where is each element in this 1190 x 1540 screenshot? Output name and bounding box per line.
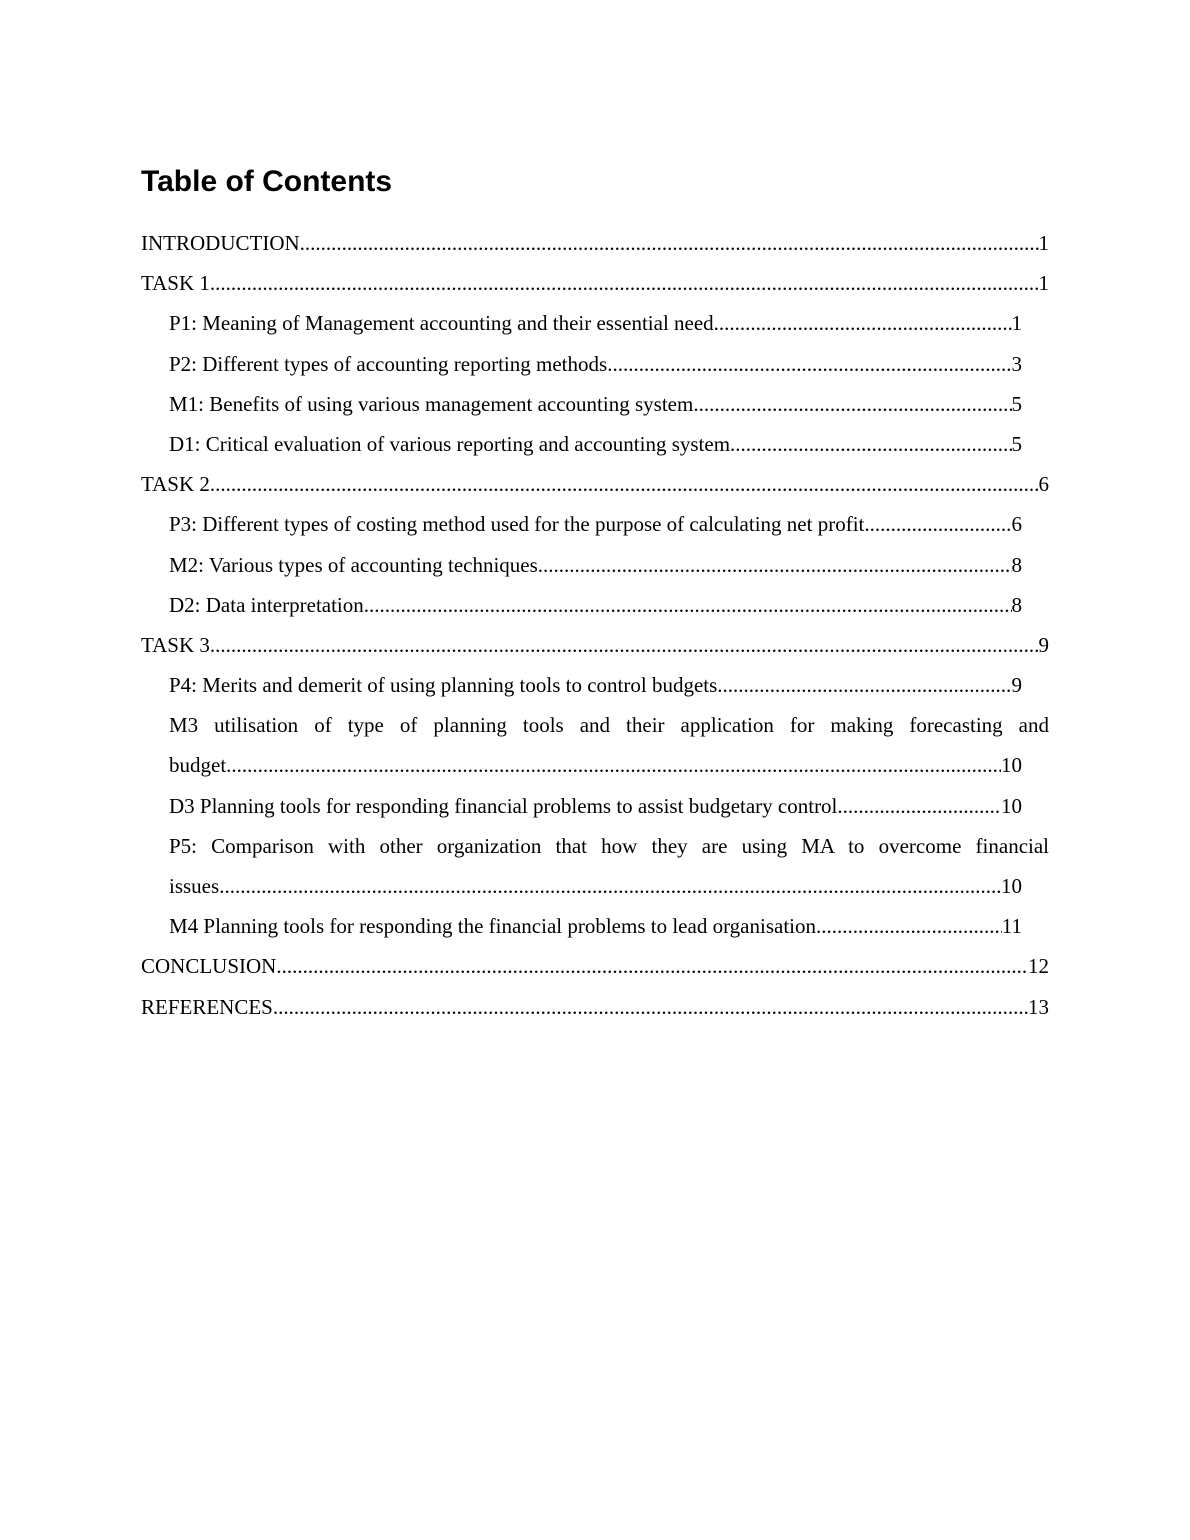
toc-entry-label: P4: Merits and demerit of using planning tools to control budgets <box>169 673 718 698</box>
toc-entry-label: P3: Different types of costing method used for the purpose of calculating net profit <box>169 512 865 537</box>
toc-entry-p1[interactable] <box>141 303 1049 343</box>
toc-entry-label: REFERENCES <box>141 994 273 1019</box>
dot-leader <box>730 424 1011 464</box>
dot-leader <box>210 464 1039 504</box>
dot-leader <box>607 344 1011 384</box>
toc-entry-d1[interactable] <box>141 424 1049 464</box>
toc-page-number: 11 <box>1001 914 1022 939</box>
toc-entry-label: TASK 3 <box>141 632 210 657</box>
toc-entry-d2[interactable] <box>141 585 1049 625</box>
toc-entry-p3[interactable] <box>141 504 1049 544</box>
toc-page-number: 10 <box>1001 753 1022 778</box>
toc-entry-conclusion[interactable] <box>141 946 1049 986</box>
toc-entry-label-line-1: M3 utilisation of type of planning tools and their application for making forecasting and <box>169 713 1049 738</box>
toc-entry-label: M1: Benefits of using various management accounting system <box>169 391 694 416</box>
dot-leader <box>219 866 1001 906</box>
toc-entry-m4[interactable] <box>141 906 1049 946</box>
toc-entry-m2[interactable] <box>141 545 1049 585</box>
toc-page-number: 1 <box>1038 231 1049 255</box>
toc-entry-label: TASK 1 <box>141 271 210 296</box>
toc-page-number: 6 <box>1011 512 1022 537</box>
dot-leader <box>837 786 1001 826</box>
toc-entry-second-line <box>169 866 1049 906</box>
toc-entry-label: P2: Different types of accounting reporting methods <box>169 351 608 376</box>
dot-leader <box>276 946 1028 986</box>
toc-page-number: 9 <box>1038 632 1049 657</box>
dot-leader <box>864 504 1011 544</box>
toc-page-number: 13 <box>1028 994 1049 1019</box>
toc-entry-label: P1: Meaning of Management accounting and their essential need <box>169 311 714 336</box>
dot-leader <box>300 223 1039 263</box>
toc-page-number: 8 <box>1011 552 1022 577</box>
toc-entry-p5[interactable] <box>141 826 1049 906</box>
toc-entry-label-line-2: issues <box>169 874 220 898</box>
toc-page-number: 6 <box>1038 472 1049 497</box>
toc-entry-label: D2: Data interpretation <box>169 592 364 617</box>
dot-leader <box>538 545 1012 585</box>
dot-leader <box>693 384 1011 424</box>
toc-page-number: 10 <box>1001 793 1022 818</box>
toc-entry-label-line-1: P5: Comparison with other organization that how they are using MA to overcome financial <box>169 833 1049 858</box>
toc-entry-m3[interactable] <box>141 705 1049 785</box>
toc-page-number: 5 <box>1011 391 1022 416</box>
toc-entry-label: D3 Planning tools for responding financial problems to assist budgetary control <box>169 793 838 818</box>
toc-page-number: 8 <box>1011 592 1022 617</box>
toc-entry-label: M2: Various types of accounting techniques <box>169 552 538 577</box>
toc-entry-label: CONCLUSION <box>141 954 277 979</box>
toc-entry-second-line <box>169 745 1049 785</box>
toc-entry-p2[interactable] <box>141 344 1049 384</box>
toc-heading: Table of Contents <box>141 165 393 198</box>
toc-entry-label: INTRODUCTION <box>141 231 300 255</box>
toc-page-number: 3 <box>1011 351 1022 376</box>
toc-entry-references[interactable] <box>141 987 1049 1027</box>
toc-entry-p4[interactable] <box>141 665 1049 705</box>
table-of-contents <box>141 223 1049 1027</box>
toc-page-number: 12 <box>1028 954 1049 979</box>
toc-entry-task-2[interactable] <box>141 464 1049 504</box>
dot-leader <box>714 303 1012 343</box>
dot-leader <box>210 625 1039 665</box>
dot-leader <box>816 906 1002 946</box>
toc-entry-label: M4 Planning tools for responding the financial problems to lead organisation <box>169 914 817 939</box>
toc-entry-introduction[interactable] <box>141 223 1049 263</box>
dot-leader <box>273 987 1028 1027</box>
dot-leader <box>364 585 1012 625</box>
dot-leader <box>717 665 1011 705</box>
dot-leader <box>210 263 1039 303</box>
toc-entry-label-line-2: budget <box>169 753 227 778</box>
toc-entry-m1[interactable] <box>141 384 1049 424</box>
dot-leader <box>226 745 1001 785</box>
toc-entry-task-1[interactable] <box>141 263 1049 303</box>
toc-entry-label: TASK 2 <box>141 472 210 497</box>
toc-page-number: 9 <box>1011 673 1022 698</box>
toc-entry-task-3[interactable] <box>141 625 1049 665</box>
toc-page-number: 1 <box>1038 271 1049 296</box>
toc-page-number: 1 <box>1011 311 1022 336</box>
toc-page-number: 10 <box>1001 874 1022 898</box>
toc-entry-d3[interactable] <box>141 786 1049 826</box>
toc-entry-label: D1: Critical evaluation of various reporting and accounting system <box>169 431 731 456</box>
toc-page-number: 5 <box>1011 431 1022 456</box>
